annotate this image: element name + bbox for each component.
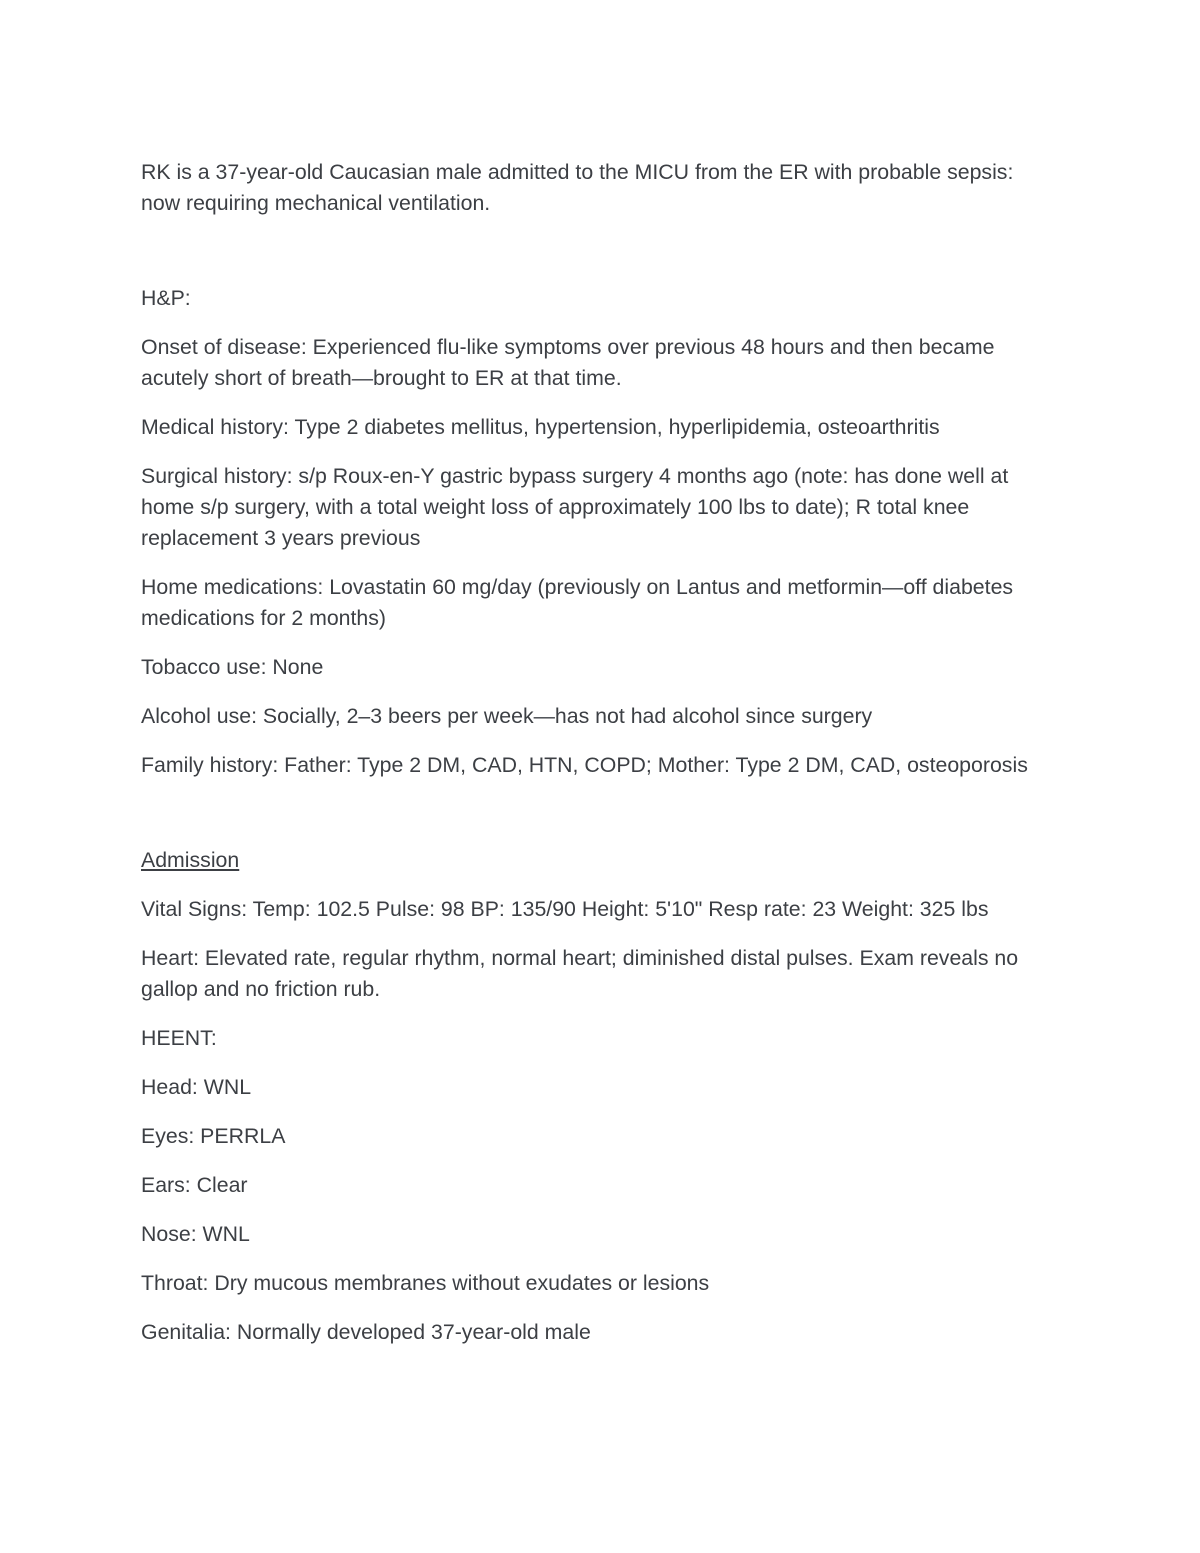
eyes-exam: Eyes: PERRLA [141,1124,286,1148]
heart-exam: Heart: Elevated rate, regular rhythm, normal heart; diminished distal pulses. Exam reveals no gallop and no friction rub. [141,946,1019,1001]
family-history: Family history: Father: Type 2 DM, CAD, HTN, COPD; Mother: Type 2 DM, CAD, osteoporosis [141,753,1028,777]
genitalia-exam: Genitalia: Normally developed 37-year-old male [141,1320,591,1344]
heent-heading: HEENT: [141,1026,217,1050]
document-body [141,157,1051,1366]
head-exam: Head: WNL [141,1075,252,1099]
hp-heading: H&P: [141,286,191,310]
intro-paragraph: RK is a 37-year-old Caucasian male admitted to the MICU from the ER with probable sepsis: now requiring mechanical ventilation. [141,160,1014,215]
nose-exam: Nose: WNL [141,1222,250,1246]
tobacco-use: Tobacco use: None [141,655,324,679]
onset-of-disease: Onset of disease: Experienced flu-like symptoms over previous 48 hours and then became acutely short of breath—brought to ER at that time. [141,335,995,390]
throat-exam: Throat: Dry mucous membranes without exudates or lesions [141,1271,710,1295]
surgical-history: Surgical history: s/p Roux-en-Y gastric bypass surgery 4 months ago (note: has done well at home s/p surgery, with a total weight loss of approximately 100 lbs to date); R total knee replacement 3 years previous [141,464,1009,550]
admission-heading: Admission [141,848,240,872]
vital-signs: Vital Signs: Temp: 102.5 Pulse: 98 BP: 135/90 Height: 5'10" Resp rate: 23 Weight: 325 lbs [141,897,989,921]
medical-history: Medical history: Type 2 diabetes mellitus, hypertension, hyperlipidemia, osteoarthritis [141,415,940,439]
home-medications: Home medications: Lovastatin 60 mg/day (previously on Lantus and metformin—off diabetes medications for 2 months) [141,575,1014,630]
alcohol-use: Alcohol use: Socially, 2–3 beers per week—has not had alcohol since surgery [141,704,873,728]
ears-exam: Ears: Clear [141,1173,248,1197]
